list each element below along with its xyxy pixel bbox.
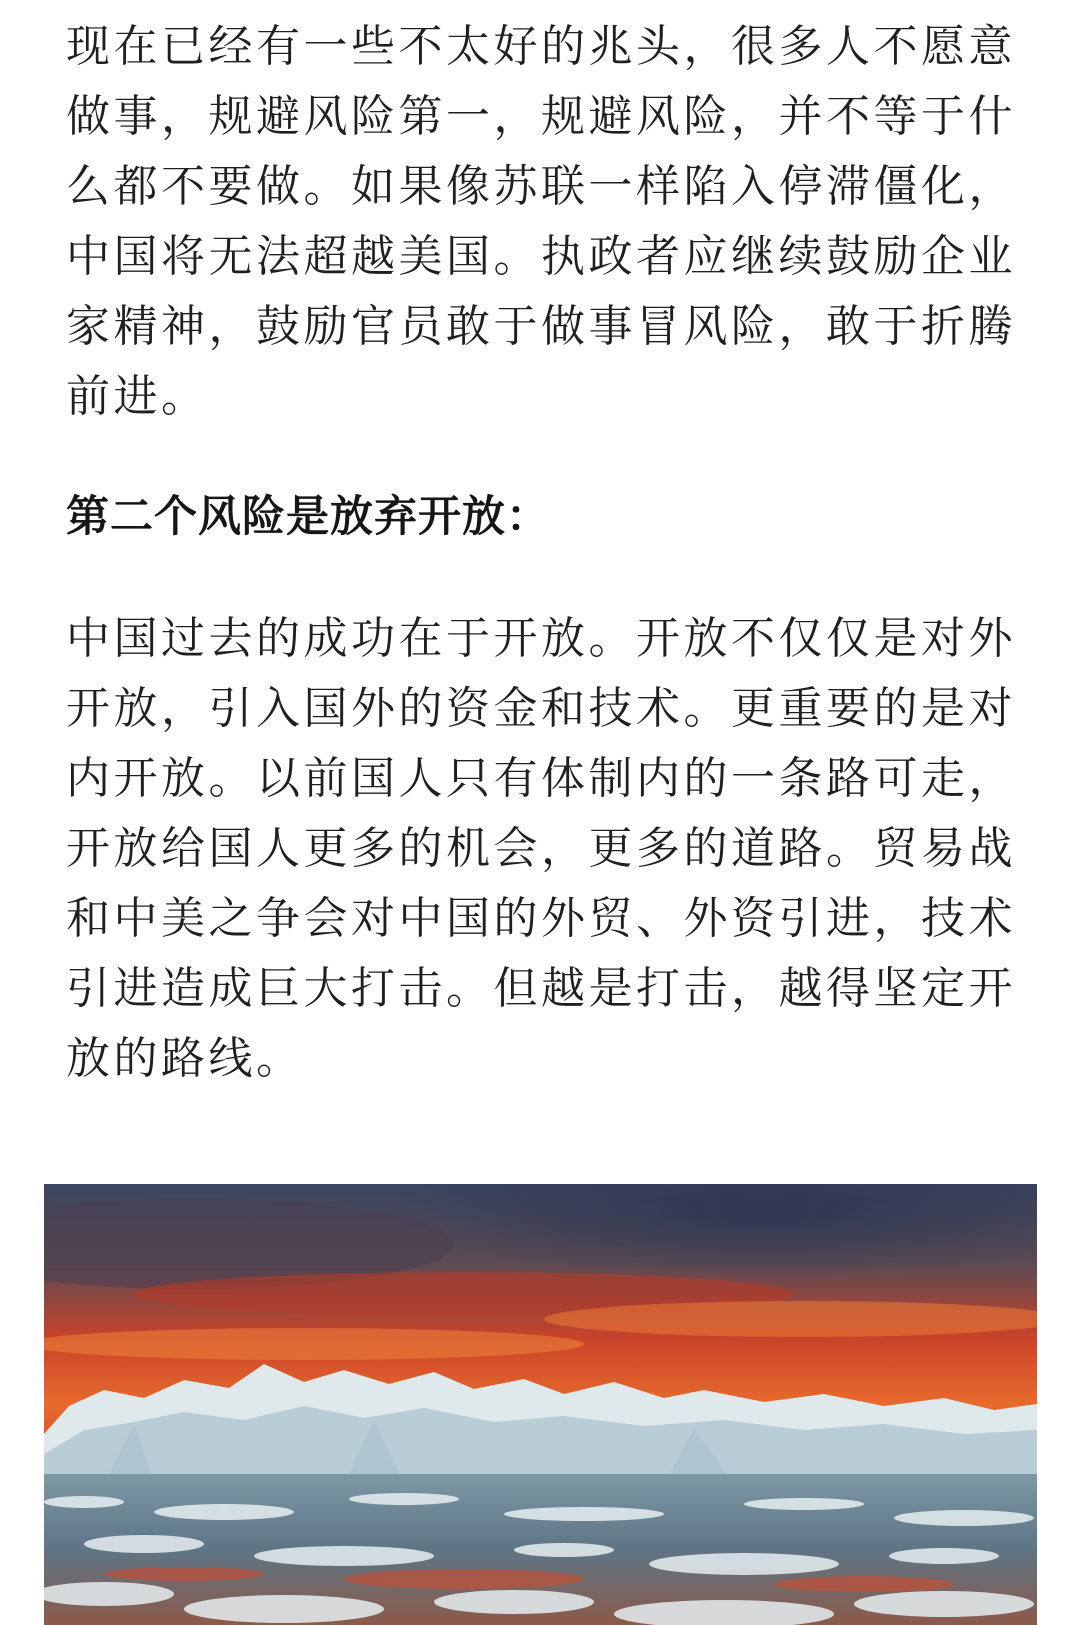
section-heading: 第二个风险是放弃开放： bbox=[66, 492, 550, 542]
article-paragraph: 现在已经有一些不太好的兆头，很多人不愿意做事，规避风险第一，规避风险，并不等于什么都不要做。如果像苏联一样陷入停滞僵化，中国将无法超越美国。执政者应继续鼓励企业家精神，鼓励官员敢于做事冒风险，敢于折腾前进。 bbox=[66, 21, 1016, 422]
article-image[interactable] bbox=[44, 1184, 1037, 1625]
article-paragraph: 中国过去的成功在于开放。开放不仅仅是对外开放，引入国外的资金和技术。更重要的是对内开放。以前国人只有体制内的一条路可走，开放给国人更多的机会，更多的道路。贸易战和中美之争会对中国的外贸、外资引进，技术引进造成巨大打击。但越是打击，越得坚定开放的路线。 bbox=[66, 613, 1016, 1084]
glacier-sunset-photo bbox=[44, 1184, 1037, 1625]
